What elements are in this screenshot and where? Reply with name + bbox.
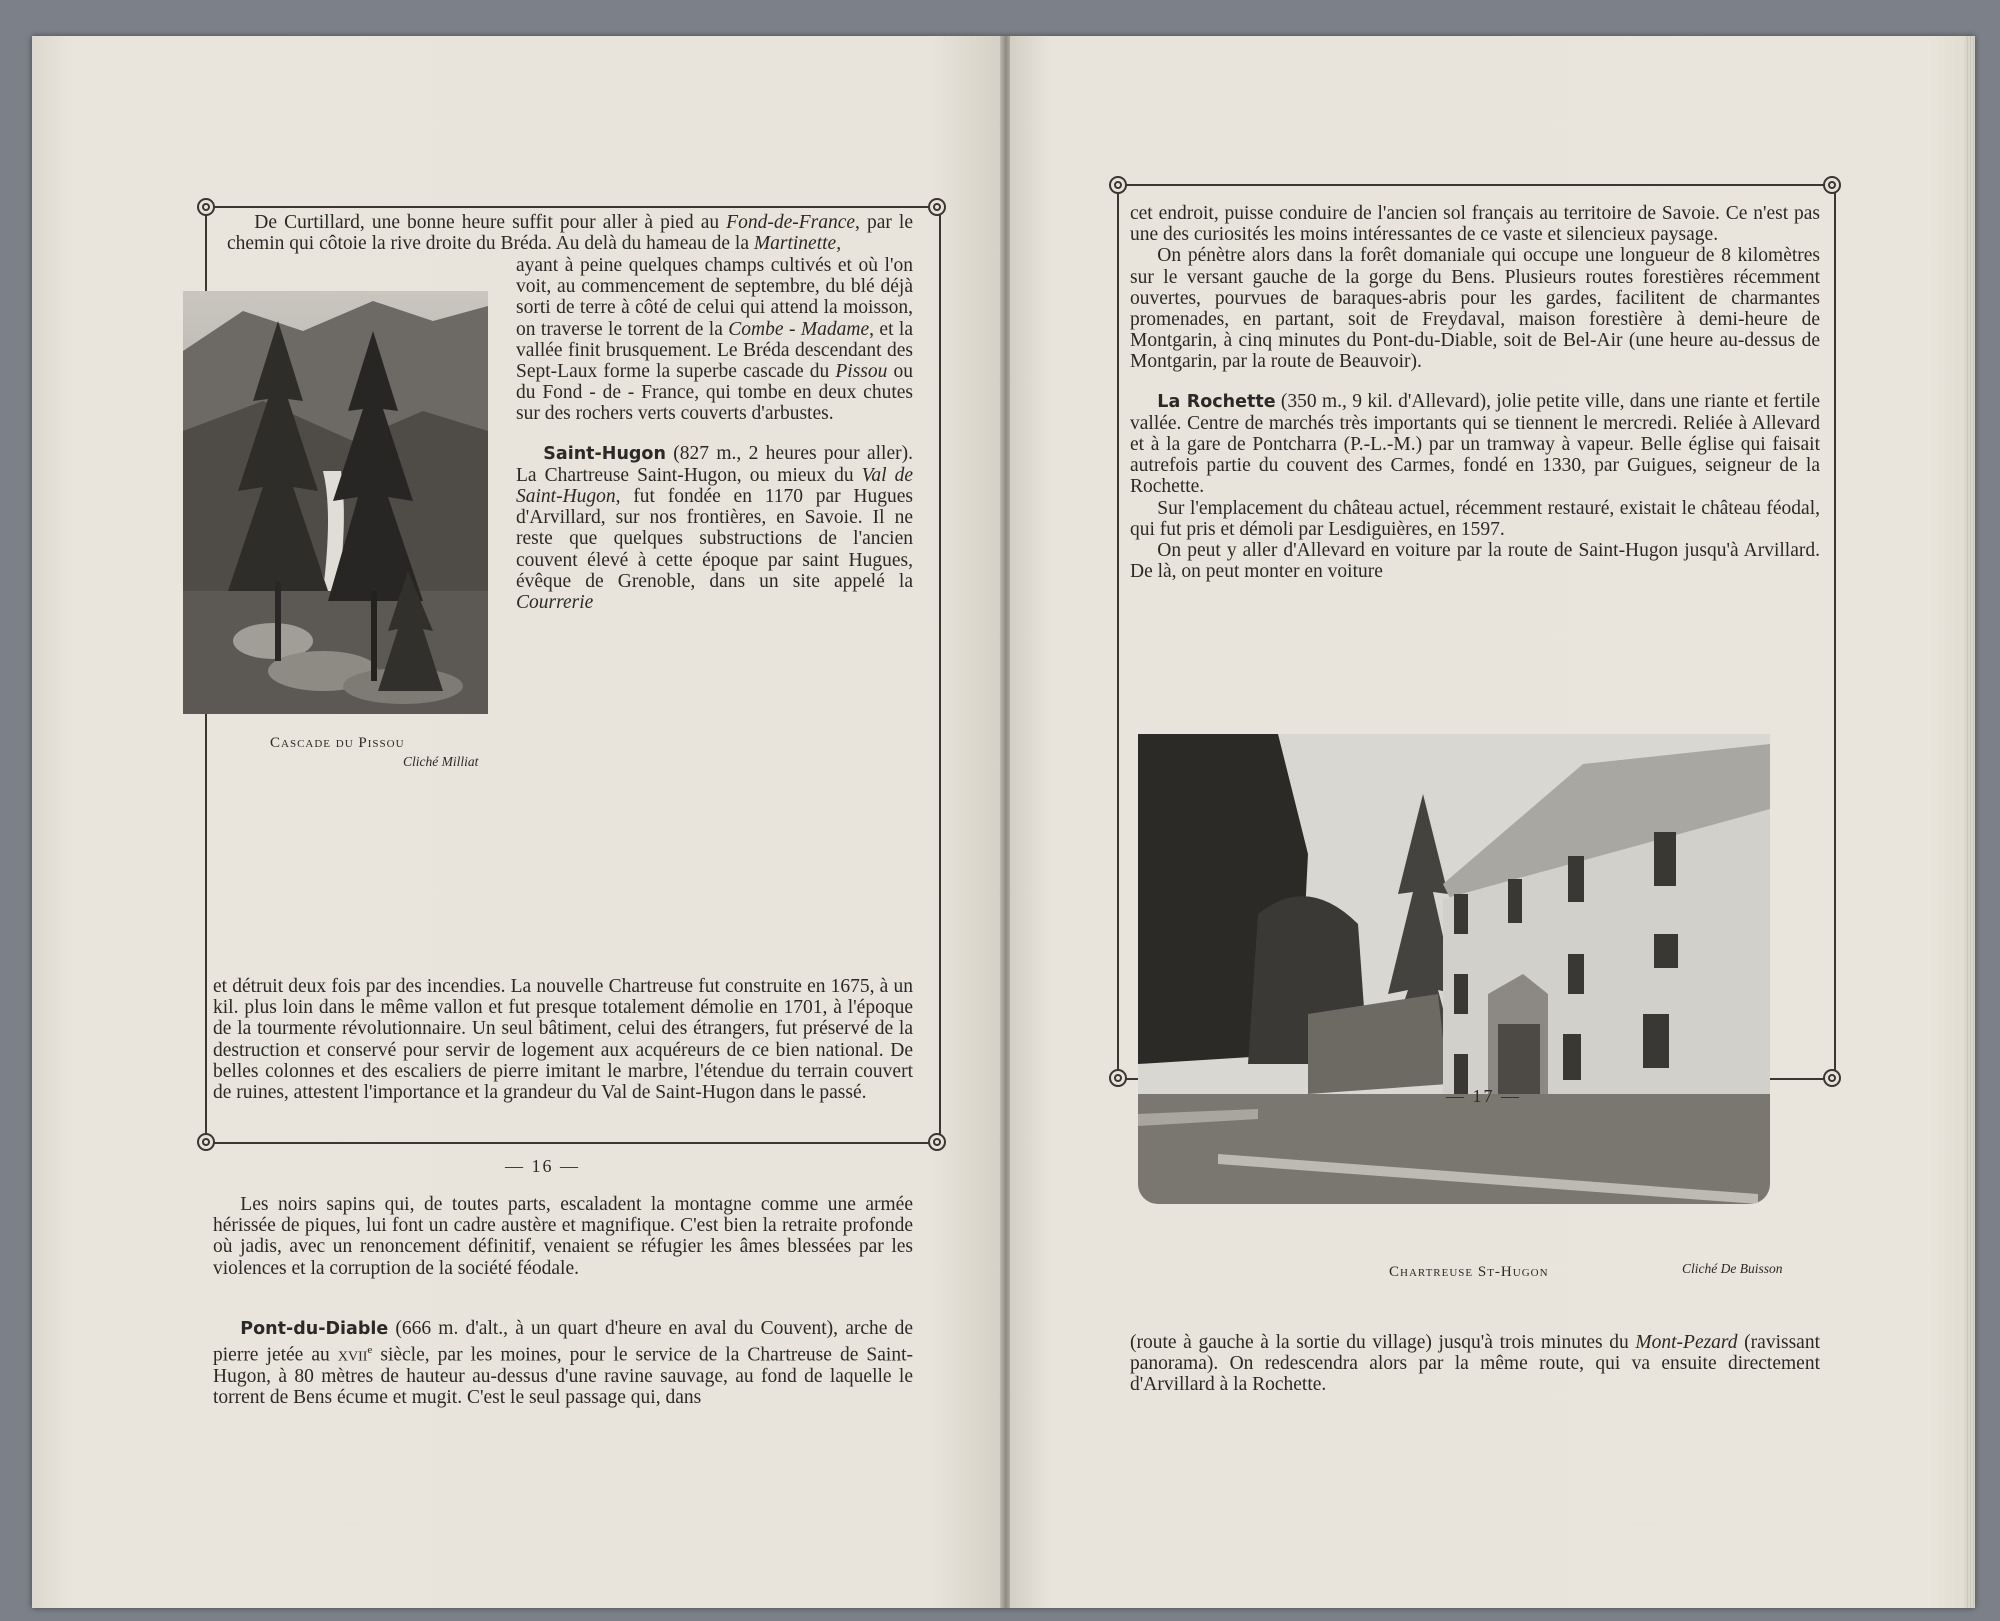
photo-credit-left: Cliché Milliat <box>403 754 479 769</box>
heading-saint-hugon: Saint-Hugon <box>543 443 666 464</box>
page-number-left: — 16 — <box>505 1156 580 1176</box>
right-paragraph-2: On pénètre alors dans la forêt domaniale qui occupe une longueur de 8 kilomètres sur le versant gauche de la gorge du Bens. Plusieurs routes forestières récemment ouvertes, pourvues de baraques-abris pour les gardes, facilitent de charmantes promenades, en partant, soit de Freydaval, maison forestière à demi-heure de Montgarin, à cinq minutes du Pont-du-Diable, soit de Bel-Air (une heure au-dessus de Montgarin, par la route de Beauvoir). <box>1130 245 1820 373</box>
sapins-text: Les noirs sapins qui, de toutes parts, escaladent la montagne comme une armée hérissée de piques, lui font un cadre austère et magnifique. C'est bien la retraite profonde où jadis, avec un renoncement définitif, venaient se réfugier les âmes blessées par les violences et la corruption de la société féodale. <box>213 1194 913 1279</box>
waterfall-image <box>183 291 488 714</box>
intro-text: De Curtillard, une bonne heure suffit pour aller à pied au <box>254 212 720 233</box>
ornament-icon <box>1823 176 1841 194</box>
right-text-top <box>1130 203 1820 582</box>
ornament-icon <box>1109 1069 1127 1087</box>
photo-credit-right: Cliché De Buisson <box>1682 1261 1783 1276</box>
pont-century: xvii <box>337 1344 368 1366</box>
place-mont-pezard: Mont-Pezard <box>1635 1332 1738 1353</box>
photo-caption-right: Chartreuse St-Hugon <box>1389 1264 1549 1280</box>
ornament-icon <box>197 198 215 216</box>
intro-text-cont: ayant à peine quelques champs cultivés et où l'on voit, au commencement de septembre, du blé déjà sorti de terre à côté de celui qui attend la moisson, on traverse le torrent de la <box>516 255 913 340</box>
pont-text: siècle, par les moines, pour le service de la Chartreuse de Saint-Hugon, à 80 mètres de hauteur au-dessus d'une ravine sauvage, au fond de laquelle le torrent de Bens écume et mugit. C'est le seul passage qui, dans <box>213 1344 913 1409</box>
ornament-icon <box>928 1133 946 1151</box>
right-text-bottom <box>1130 1332 1820 1396</box>
pont-text: (666 m. d'alt., à un quart d'heure en aval du Couvent), arche de pierre jetée au <box>213 1318 913 1366</box>
right-column-text <box>516 255 913 613</box>
rochette-paragraph <box>1130 391 1820 498</box>
photo-chartreuse-st-hugon <box>1138 734 1770 1204</box>
book-spread <box>32 36 1975 1608</box>
place-pissou: Pissou <box>835 361 888 383</box>
right-page <box>1010 36 1975 1608</box>
saint-hugon-text-cont: et détruit deux fois par des incendies. La nouvelle Chartreuse fut construite en 1675, à un kil. plus loin dans le même vallon et fut presque totalement démolie en 1701, à l'époque de la tourmente révolutionnaire. Un seul bâtiment, celui des étrangers, fut préservé de la destruction et conservé pour servir de logement aux acquéreurs de ce bien national. De belles colonnes et des escaliers de pierre imitant le marbre, l'étendue du terrain couvert de ruines, attestent l'importance et la grandeur du Val de Saint-Hugon dans le passé. <box>213 976 913 1104</box>
sapins-paragraph <box>213 1194 913 1279</box>
left-page <box>32 36 1002 1608</box>
rochette-text: (350 m., 9 kil. d'Allevard), jolie petite ville, dans une riante et fertile vallée. Centre de marchés très importants qui se tiennent le mercredi. Reliée à Allevard et à la gare de Pontcharra (P.-L.-M.) par un tramway à vapeur. Belle église qui faisait autrefois partie du couvent des Carmes, fondé en 1330, par Guigues, seigneur de la Rochette. <box>1130 390 1820 498</box>
ornament-icon <box>1109 176 1127 194</box>
saint-hugon-text: , fut fondée en 1170 par Hugues d'Arvillard, sur nos frontières, en Savoie. Il ne reste que quelques substructions de l'ancien couvent élevé à cette époque par saint Hugues, évêque de Grenoble, dans un site appelé la <box>516 486 913 592</box>
ornament-icon <box>928 198 946 216</box>
page-number-right: — 17 — <box>1446 1086 1521 1106</box>
right-paragraph-6: (route à gauche à la sortie du village) jusqu'à trois minutes du <box>1130 1332 1636 1353</box>
place-fond-de-france: Fond-de-France <box>726 212 856 233</box>
saint-hugon-text: (827 m., 2 heures pour aller). La Chartreuse Saint-Hugon, ou mieux du <box>516 442 913 486</box>
intro-text-cont: , et la vallée finit brusquement. Le Bréda descendant des Sept-Laux forme la superbe cascade du <box>516 318 913 383</box>
place-courrerie: Courrerie <box>516 592 594 614</box>
saint-hugon-paragraph <box>516 443 913 614</box>
saint-hugon-continuation <box>213 976 913 1103</box>
photo-caption-left: Cascade du Pissou <box>270 735 405 751</box>
right-paragraph-6: (ravissant panorama). On redescendra alors par la même route, qui va ensuite directement d'Arvillard à la Rochette. <box>1130 1332 1820 1396</box>
place-combe-madame: Combe - Madame <box>728 318 870 340</box>
heading-la-rochette: La Rochette <box>1157 391 1276 412</box>
intro-text-cont: ou du Fond - de - France, qui tombe en deux chutes sur des rochers verts couverts d'arbustes. <box>516 361 913 425</box>
chartreuse-image <box>1138 734 1770 1204</box>
heading-pont-du-diable: Pont-du-Diable <box>240 1319 389 1339</box>
page-edges <box>1965 36 1975 1608</box>
right-paragraph-1: cet endroit, puisse conduire de l'ancien sol français au territoire de Savoie. Ce n'est pas une des curiosités les moins intéressantes de ce vaste et silencieux paysage. <box>1130 203 1820 246</box>
right-paragraph-4: Sur l'emplacement du château actuel, récemment restauré, existait le château féodal, qui fut pris et démoli par Lesdiguières, en 1597. <box>1130 497 1820 540</box>
ornament-icon <box>1823 1069 1841 1087</box>
photo-cascade-du-pissou <box>183 291 488 714</box>
pont-century-sup: e <box>367 1344 373 1357</box>
pont-du-diable-paragraph <box>213 1318 913 1408</box>
intro-text: , par le chemin qui côtoie la rive droite du Bréda. Au delà du hameau de la <box>227 212 913 255</box>
place-martinette: Martinette, <box>753 233 842 255</box>
ornament-icon <box>197 1133 215 1151</box>
place-val-de-saint-hugon: Val de Saint-Hugon <box>516 464 913 508</box>
right-paragraph-5: On peut y aller d'Allevard en voiture par la route de Saint-Hugon jusqu'à Arvillard. De là, on peut monter en voiture <box>1130 540 1820 583</box>
intro-paragraph <box>227 212 913 254</box>
